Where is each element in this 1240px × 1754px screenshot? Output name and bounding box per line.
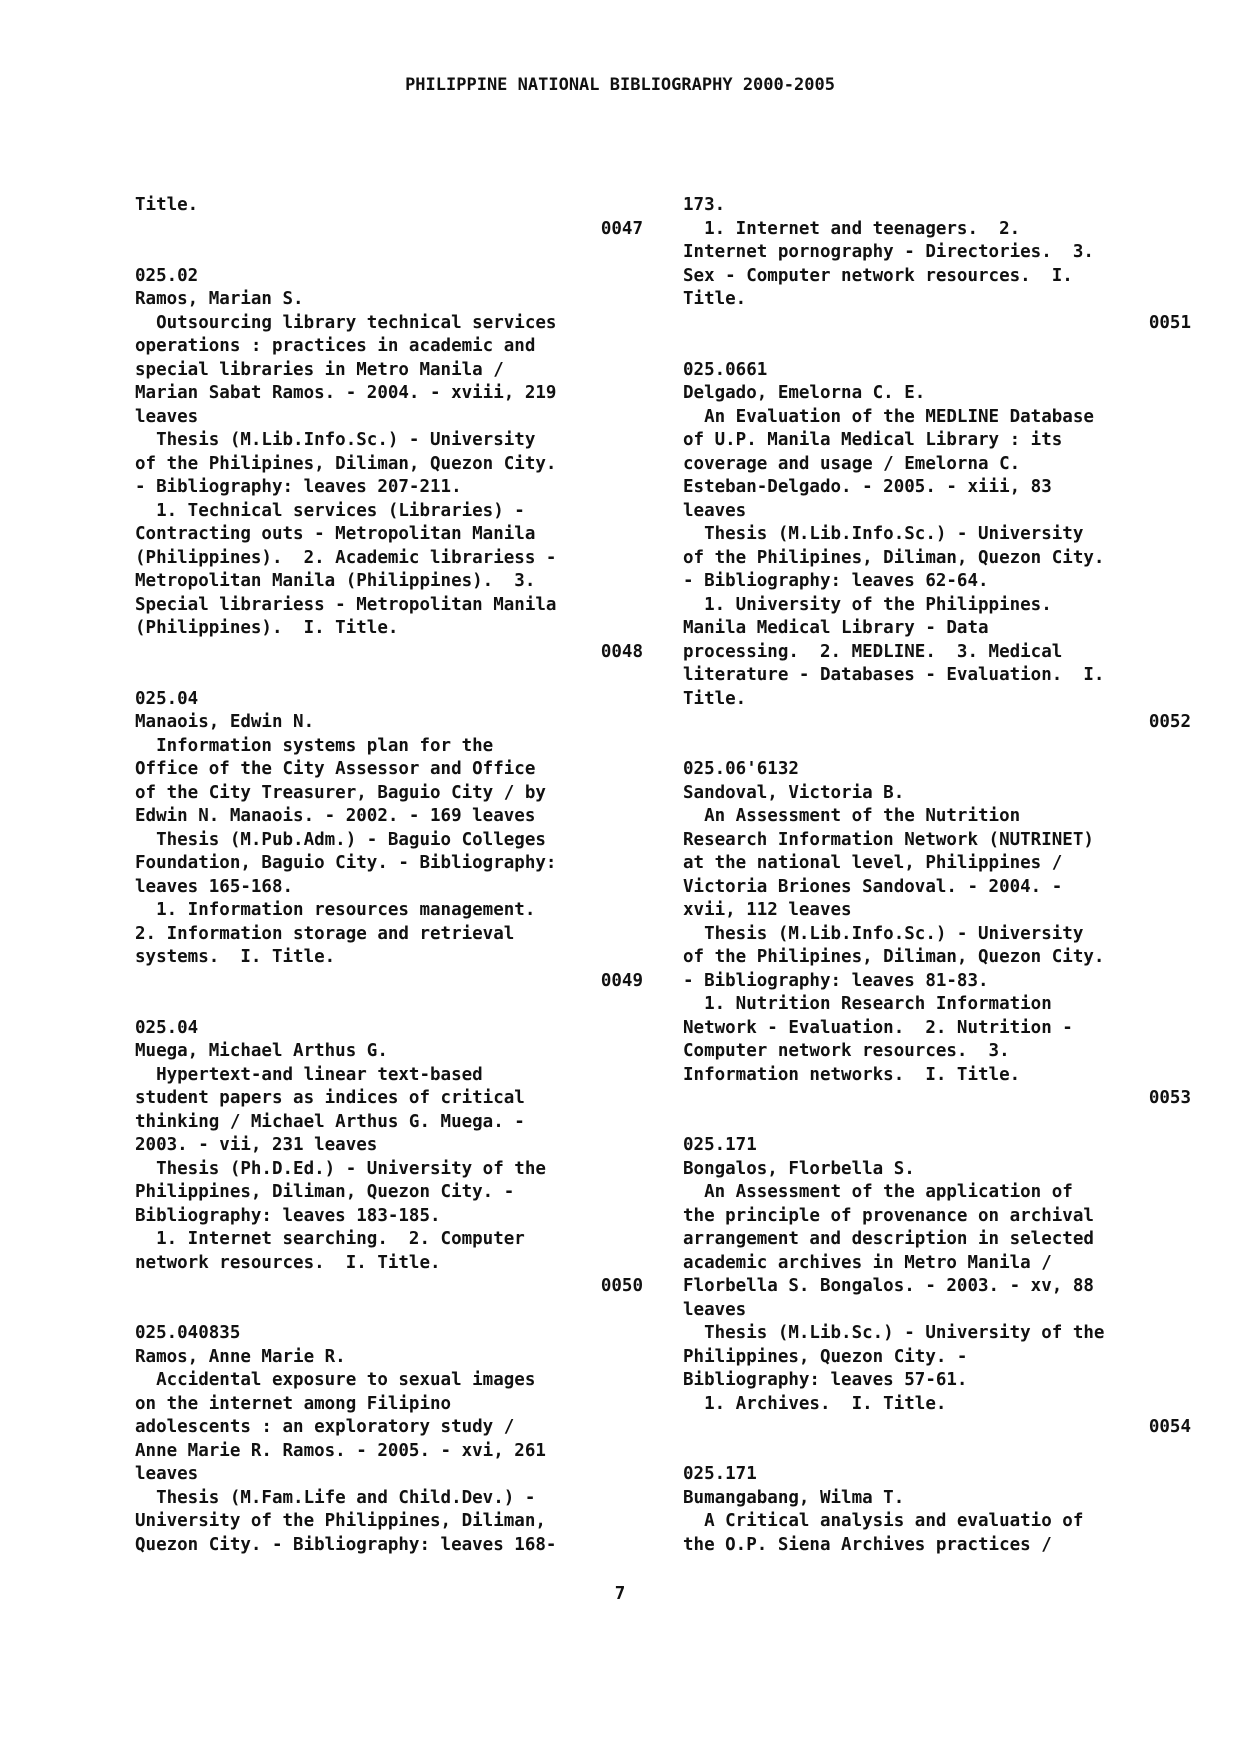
- text-line: (Philippines). 2. Academic librariess -: [135, 547, 557, 568]
- blank-line: [135, 241, 643, 265]
- text-line: An Evaluation of the MEDLINE Database: [683, 406, 1094, 427]
- text-line: Marian Sabat Ramos. - 2004. - xviii, 219: [135, 383, 557, 403]
- text-line: Thesis (M.Lib.Sc.) - University of the: [683, 1323, 1105, 1343]
- text-line: 2003. - vii, 231 leaves: [135, 1135, 378, 1155]
- page-number: 7: [614, 1584, 626, 1604]
- text-line: Ramos, Marian S.: [135, 289, 304, 309]
- text-line: 025.040835: [135, 1323, 241, 1343]
- text-line: 025.171: [683, 1135, 757, 1155]
- text-line: leaves: [683, 500, 747, 521]
- text-line: of the Philipines, Diliman, Quezon City.: [683, 947, 1105, 967]
- text-line: xvii, 112 leaves: [683, 900, 852, 920]
- text-line: 1. Archives. I. Title.: [683, 1393, 947, 1414]
- text-line: Computer network resources. 3.: [683, 1041, 1010, 1061]
- text-line: Bibliography: leaves 57-61.: [683, 1370, 968, 1390]
- text-line: An Assessment of the application of: [683, 1182, 1073, 1202]
- entry-number: 0047: [600, 218, 643, 239]
- text-line: Philippines, Diliman, Quezon City. -: [135, 1182, 515, 1202]
- text-line: on the internet among Filipino: [135, 1393, 452, 1414]
- text-line: Bibliography: leaves 183-185.: [135, 1205, 441, 1226]
- text-line: Esteban-Delgado. - 2005. - xiii, 83: [683, 477, 1052, 497]
- page-header: PHILIPPINE NATIONAL BIBLIOGRAPHY 2000-2005: [405, 75, 835, 95]
- text-line: 1. Nutrition Research Information: [683, 994, 1052, 1014]
- text-line: Bumangabang, Wilma T.: [683, 1487, 905, 1508]
- text-line: Metropolitan Manila (Philippines). 3.: [135, 571, 536, 591]
- text-line: Accidental exposure to sexual images: [135, 1370, 536, 1390]
- text-line: Delgado, Emelorna C. E.: [683, 383, 926, 403]
- blank-line: [683, 335, 1191, 359]
- text-line: A Critical analysis and evaluatio of: [683, 1511, 1084, 1531]
- text-line: Sex - Computer network resources. I.: [683, 265, 1073, 286]
- text-line: Office of the City Assessor and Office: [135, 759, 536, 779]
- text-line: An Assessment of the Nutrition: [683, 806, 1021, 826]
- text-line: leaves: [683, 1299, 747, 1320]
- text-line: Network - Evaluation. 2. Nutrition -: [683, 1017, 1073, 1038]
- text-line: 025.04: [135, 1017, 199, 1038]
- text-line: coverage and usage / Emelorna C.: [683, 453, 1021, 474]
- text-line: 025.04: [135, 688, 199, 709]
- text-line: Title.: [683, 688, 747, 709]
- text-line: arrangement and description in selected: [683, 1229, 1094, 1249]
- entry-number: 0054: [1148, 1417, 1191, 1437]
- text-line: Hypertext-and linear text-based: [135, 1064, 483, 1085]
- text-line: academic archives in Metro Manila /: [683, 1252, 1052, 1273]
- text-line: (Philippines). I. Title.: [135, 618, 399, 638]
- text-line: Title.: [135, 195, 199, 215]
- text-line: leaves: [135, 406, 199, 427]
- text-line: Quezon City. - Bibliography: leaves 168-: [135, 1534, 557, 1555]
- text-line: 025.171: [683, 1464, 757, 1484]
- text-line: network resources. I. Title.: [135, 1252, 441, 1273]
- entry-number: 0053: [1148, 1088, 1191, 1108]
- text-line: 2. Information storage and retrieval: [135, 923, 515, 944]
- text-line: Muega, Michael Arthus G.: [135, 1041, 388, 1061]
- blank-line: [683, 1440, 1191, 1464]
- entry-number: 0051: [1148, 312, 1191, 333]
- text-line: of the Philipines, Diliman, Quezon City.: [683, 547, 1105, 568]
- blank-line: [135, 1299, 643, 1323]
- text-line: Thesis (Ph.D.Ed.) - University of the: [135, 1158, 546, 1179]
- text-line: adolescents : an exploratory study /: [135, 1417, 515, 1437]
- text-line: - Bibliography: leaves 62-64.: [683, 571, 989, 591]
- text-line: special libraries in Metro Manila /: [135, 359, 504, 380]
- text-line: leaves: [135, 1464, 199, 1484]
- text-line: 025.02: [135, 265, 199, 286]
- text-line: Manaois, Edwin N.: [135, 712, 315, 732]
- text-line: Ramos, Anne Marie R.: [135, 1346, 346, 1367]
- text-line: processing. 2. MEDLINE. 3. Medical: [683, 641, 1063, 662]
- text-line: the principle of provenance on archival: [683, 1205, 1094, 1226]
- text-line: 173.: [683, 195, 726, 215]
- text-line: Thesis (M.Pub.Adm.) - Baguio Colleges: [135, 829, 546, 850]
- blank-line: [683, 1111, 1191, 1135]
- text-line: Outsourcing library technical services: [135, 312, 557, 333]
- text-line: 1. Technical services (Libraries) -: [135, 500, 525, 521]
- text-line: 1. Information resources management.: [135, 900, 536, 920]
- text-line: Research Information Network (NUTRINET): [683, 829, 1094, 850]
- entry-number: 0048: [600, 641, 643, 662]
- text-line: Philippines, Quezon City. -: [683, 1346, 968, 1367]
- text-line: 025.0661: [683, 359, 768, 380]
- text-line: student papers as indices of critical: [135, 1088, 525, 1108]
- text-line: Thesis (M.Lib.Info.Sc.) - University: [683, 524, 1084, 544]
- text-line: - Bibliography: leaves 81-83.: [683, 970, 989, 991]
- text-line: Florbella S. Bongalos. - 2003. - xv, 88: [683, 1276, 1094, 1296]
- text-line: Special librariess - Metropolitan Manila: [135, 594, 557, 615]
- text-line: of the City Treasurer, Baguio City / by: [135, 782, 546, 803]
- text-line: Internet pornography - Directories. 3.: [683, 242, 1094, 262]
- text-line: Information networks. I. Title.: [683, 1064, 1021, 1085]
- left-column: [135, 194, 643, 1557]
- text-line: Foundation, Baguio City. - Bibliography:: [135, 853, 557, 873]
- text-line: at the national level, Philippines /: [683, 853, 1063, 873]
- entry-number: 0052: [1148, 712, 1191, 732]
- entry-number: 0049: [600, 970, 643, 991]
- text-line: 1. Internet searching. 2. Computer: [135, 1229, 525, 1249]
- text-line: of U.P. Manila Medical Library : its: [683, 430, 1063, 450]
- right-column: [683, 194, 1191, 1557]
- blank-line: [683, 735, 1191, 759]
- text-line: 025.06'6132: [683, 759, 799, 779]
- text-line: - Bibliography: leaves 207-211.: [135, 477, 462, 497]
- text-line: Edwin N. Manaois. - 2002. - 169 leaves: [135, 806, 536, 826]
- text-line: 1. University of the Philippines.: [683, 594, 1052, 615]
- text-line: leaves 165-168.: [135, 876, 294, 897]
- text-line: of the Philipines, Diliman, Quezon City.: [135, 453, 557, 474]
- blank-line: [135, 664, 643, 688]
- text-line: Title.: [683, 289, 747, 309]
- text-line: thinking / Michael Arthus G. Muega. -: [135, 1111, 525, 1132]
- text-line: operations : practices in academic and: [135, 336, 536, 356]
- text-line: systems. I. Title.: [135, 947, 336, 967]
- text-line: the O.P. Siena Archives practices /: [683, 1534, 1052, 1555]
- entry-number: 0050: [600, 1276, 643, 1296]
- text-line: University of the Philippines, Diliman,: [135, 1511, 546, 1531]
- text-line: Bongalos, Florbella S.: [683, 1158, 915, 1179]
- text-line: Sandoval, Victoria B.: [683, 782, 905, 803]
- text-line: Thesis (M.Lib.Info.Sc.) - University: [135, 430, 536, 450]
- blank-line: [135, 993, 643, 1017]
- text-line: Thesis (M.Lib.Info.Sc.) - University: [683, 923, 1084, 944]
- text-line: Manila Medical Library - Data: [683, 618, 989, 638]
- text-line: Anne Marie R. Ramos. - 2005. - xvi, 261: [135, 1440, 546, 1461]
- text-line: Information systems plan for the: [135, 735, 494, 756]
- text-line: 1. Internet and teenagers. 2.: [683, 218, 1021, 239]
- text-line: literature - Databases - Evaluation. I.: [683, 665, 1105, 685]
- text-line: Contracting outs - Metropolitan Manila: [135, 524, 536, 544]
- text-line: Thesis (M.Fam.Life and Child.Dev.) -: [135, 1487, 536, 1508]
- text-line: Victoria Briones Sandoval. - 2004. -: [683, 876, 1063, 897]
